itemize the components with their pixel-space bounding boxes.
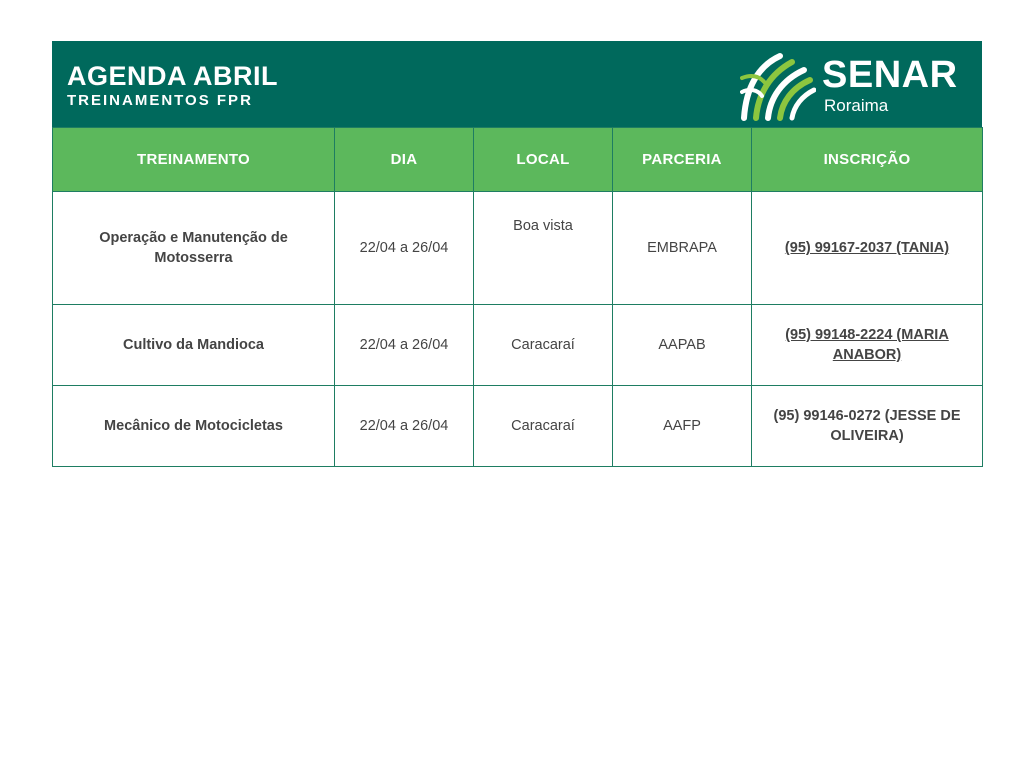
registration-cell [752, 305, 983, 386]
training-cell: Mecânico de Motocicletas [53, 386, 335, 467]
logo-region: Roraima [824, 96, 889, 115]
page-subtitle: TREINAMENTOS FPR [67, 92, 253, 109]
registration-cell: (95) 99146-0272 (JESSE DE OLIVEIRA) [752, 386, 983, 467]
training-cell: Operação e Manutenção de Motosserra [53, 192, 335, 305]
location-cell: Caracaraí [474, 305, 613, 386]
registration-contact-link[interactable]: (95) 99167-2037 (TANIA) [784, 240, 950, 256]
page-title: AGENDA ABRIL [67, 61, 278, 91]
training-cell: Cultivo da Mandioca [53, 305, 335, 386]
column-header-location: LOCAL [474, 128, 613, 192]
partner-cell: AAFP [613, 386, 752, 467]
senar-logo [740, 48, 970, 122]
column-header-registration: INSCRIÇÃO [752, 128, 983, 192]
day-cell: 22/04 a 26/04 [335, 192, 474, 305]
table-row [53, 305, 983, 386]
registration-cell [752, 192, 983, 305]
day-cell: 22/04 a 26/04 [335, 386, 474, 467]
senar-leaf-icon [740, 48, 816, 122]
location-cell: Caracaraí [474, 386, 613, 467]
column-header-day: DIA [335, 128, 474, 192]
table-row [53, 192, 983, 305]
registration-contact-link[interactable]: (95) 99148-2224 (MARIA ANABOR) [785, 327, 949, 363]
training-table [52, 127, 983, 467]
logo-name: SENAR [822, 54, 958, 96]
partner-cell: AAPAB [613, 305, 752, 386]
column-header-partner: PARCERIA [613, 128, 752, 192]
page-header [52, 41, 982, 127]
column-header-training: TREINAMENTO [53, 128, 335, 192]
table-row [53, 386, 983, 467]
day-cell: 22/04 a 26/04 [335, 305, 474, 386]
table-header-row [53, 128, 983, 192]
partner-cell: EMBRAPA [613, 192, 752, 305]
location-cell: Boa vista [474, 192, 613, 305]
